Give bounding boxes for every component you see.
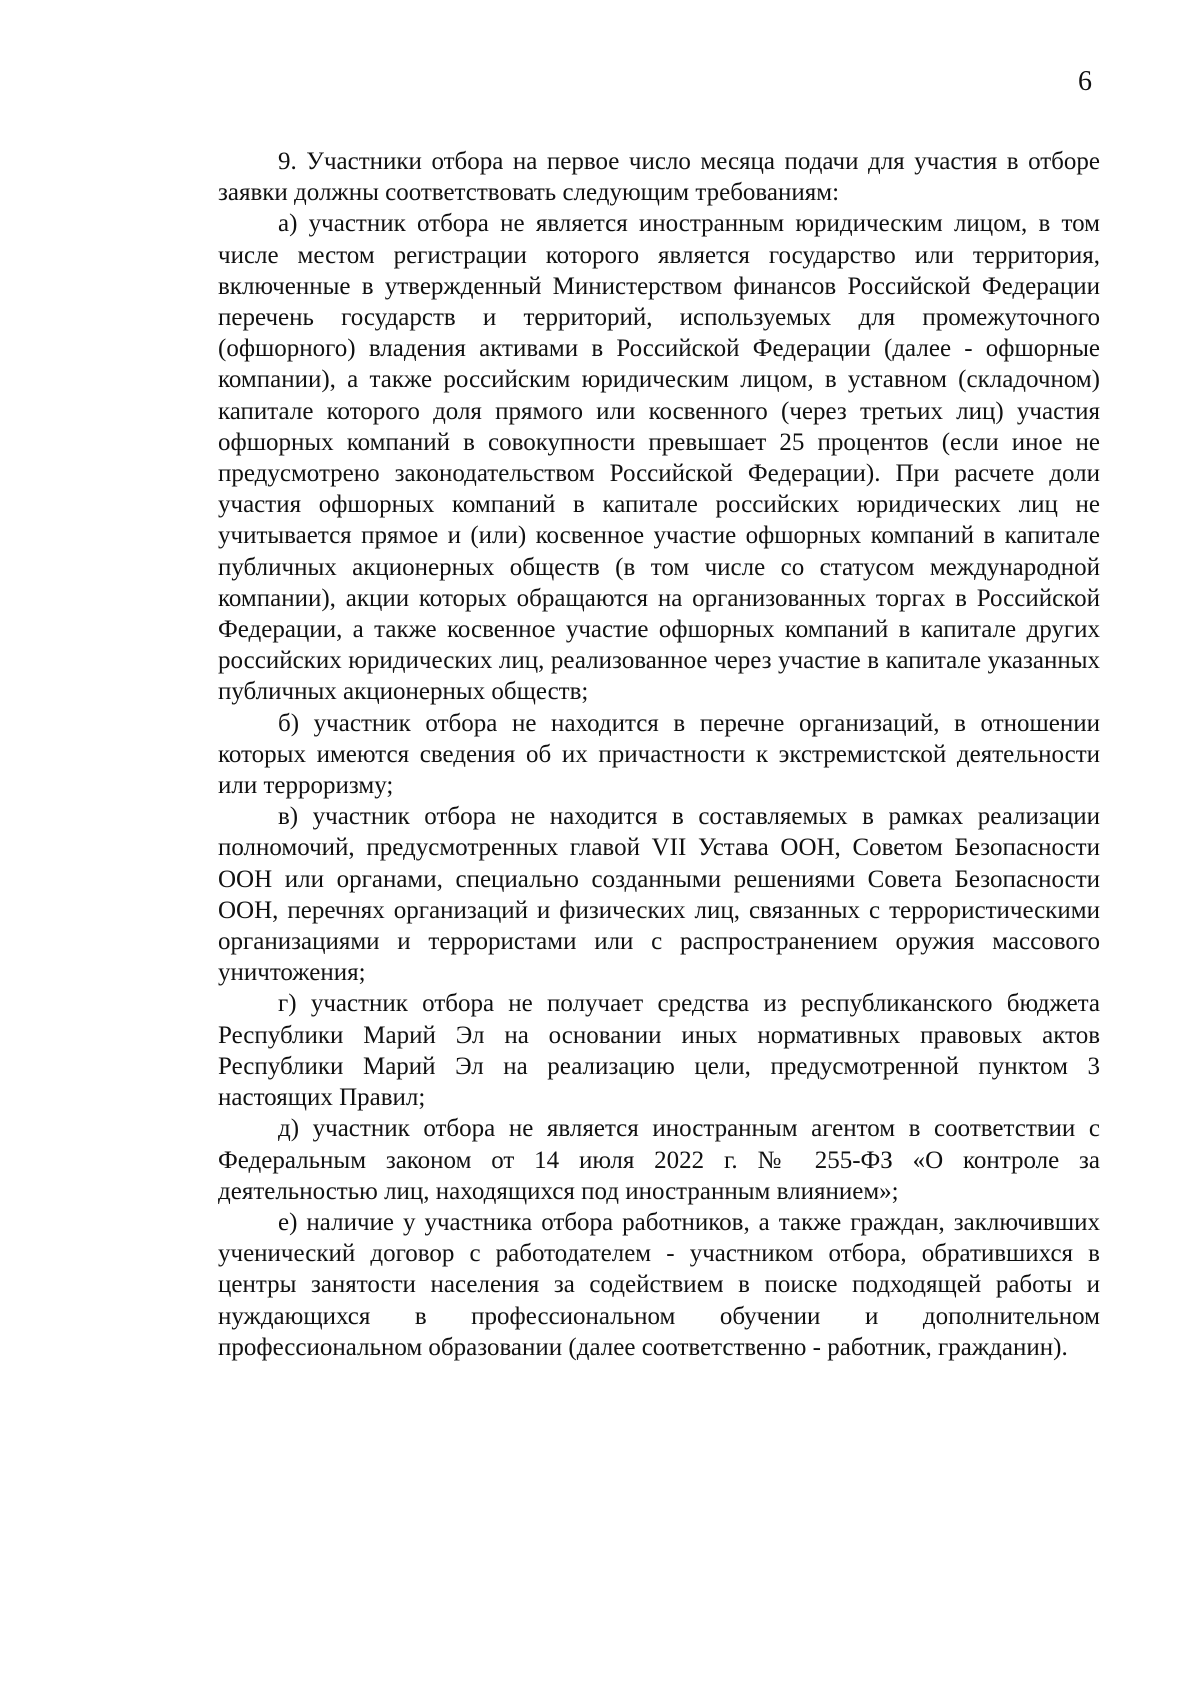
subparagraph-g: г) участник отбора не получает средства из республиканского бюджета Республики Марий Эл на основании иных нормативных правовых актов Республики Марий Эл на реализацию цели, предусмотренной пунктом 3 настоящих Правил; <box>218 990 1100 1112</box>
document-body <box>218 146 1100 1363</box>
subparagraph-d: д) участник отбора не является иностранным агентом в соответствии с Федеральным законом от 14 июля 2022 г. № 255-ФЗ «О контроле за деятельностью лиц, находящихся под иностранным влиянием»; <box>218 1115 1100 1205</box>
subparagraph-b: б) участник отбора не находится в перечне организаций, в отношении которых имеются сведения об их причастности к экстремистской деятельности или терроризму; <box>218 709 1100 800</box>
subparagraph-a: а) участник отбора не является иностранным юридическим лицом, в том числе местом регистрации которого является государство или территория, включенные в утвержденный Министерством финансов Российской Федерации перечень государств и территорий, используемых для промежуточного (офшорного) владения активами в Российской Федерации (далее - офшорные компании), а также российским юридическим лицом, в уставном (складочном) капитале которого доля прямого или косвенного (через третьих лиц) участия офшорных компаний в совокупности превышает 25 процентов (если иное не предусмотрено законодательством Российской Федерации). При расчете доли участия офшорных компаний в капитале российских юридических лиц не учитывается прямое и (или) косвенное участие офшорных компаний в капитале публичных акционерных обществ (в том числе со статусом международной компании), акции которых обращаются на организованных торгах в Российской Федерации, а также косвенное участие офшорных компаний в капитале других российских юридических лиц, реализованное через участие в капитале указанных публичных акционерных обществ; <box>218 210 1100 706</box>
subparagraph-e: е) наличие у участника отбора работников, а также граждан, заключивших ученический договор с работодателем - участником отбора, обратившихся в центры занятости населения за содействием в поиске подходящей работы и нуждающихся в профессиональном обучении и дополнительном профессиональном образовании (далее соответственно - работник, гражданин). <box>218 1208 1100 1361</box>
subparagraph-v: в) участник отбора не находится в составляемых в рамках реализации полномочий, предусмотренных главой VII Устава ООН, Советом Безопасности ООН или органами, специально созданными решениями Совета Безопасности ООН, перечнях организаций и физических лиц, связанных с террористическими организациями и террористами или с распространением оружия массового уничтожения; <box>218 803 1100 987</box>
paragraph-item-9: 9. Участники отбора на первое число месяца подачи для участия в отборе заявки должны соответствовать следующим требованиям: <box>218 148 1100 207</box>
page-number: 6 <box>1078 66 1092 97</box>
